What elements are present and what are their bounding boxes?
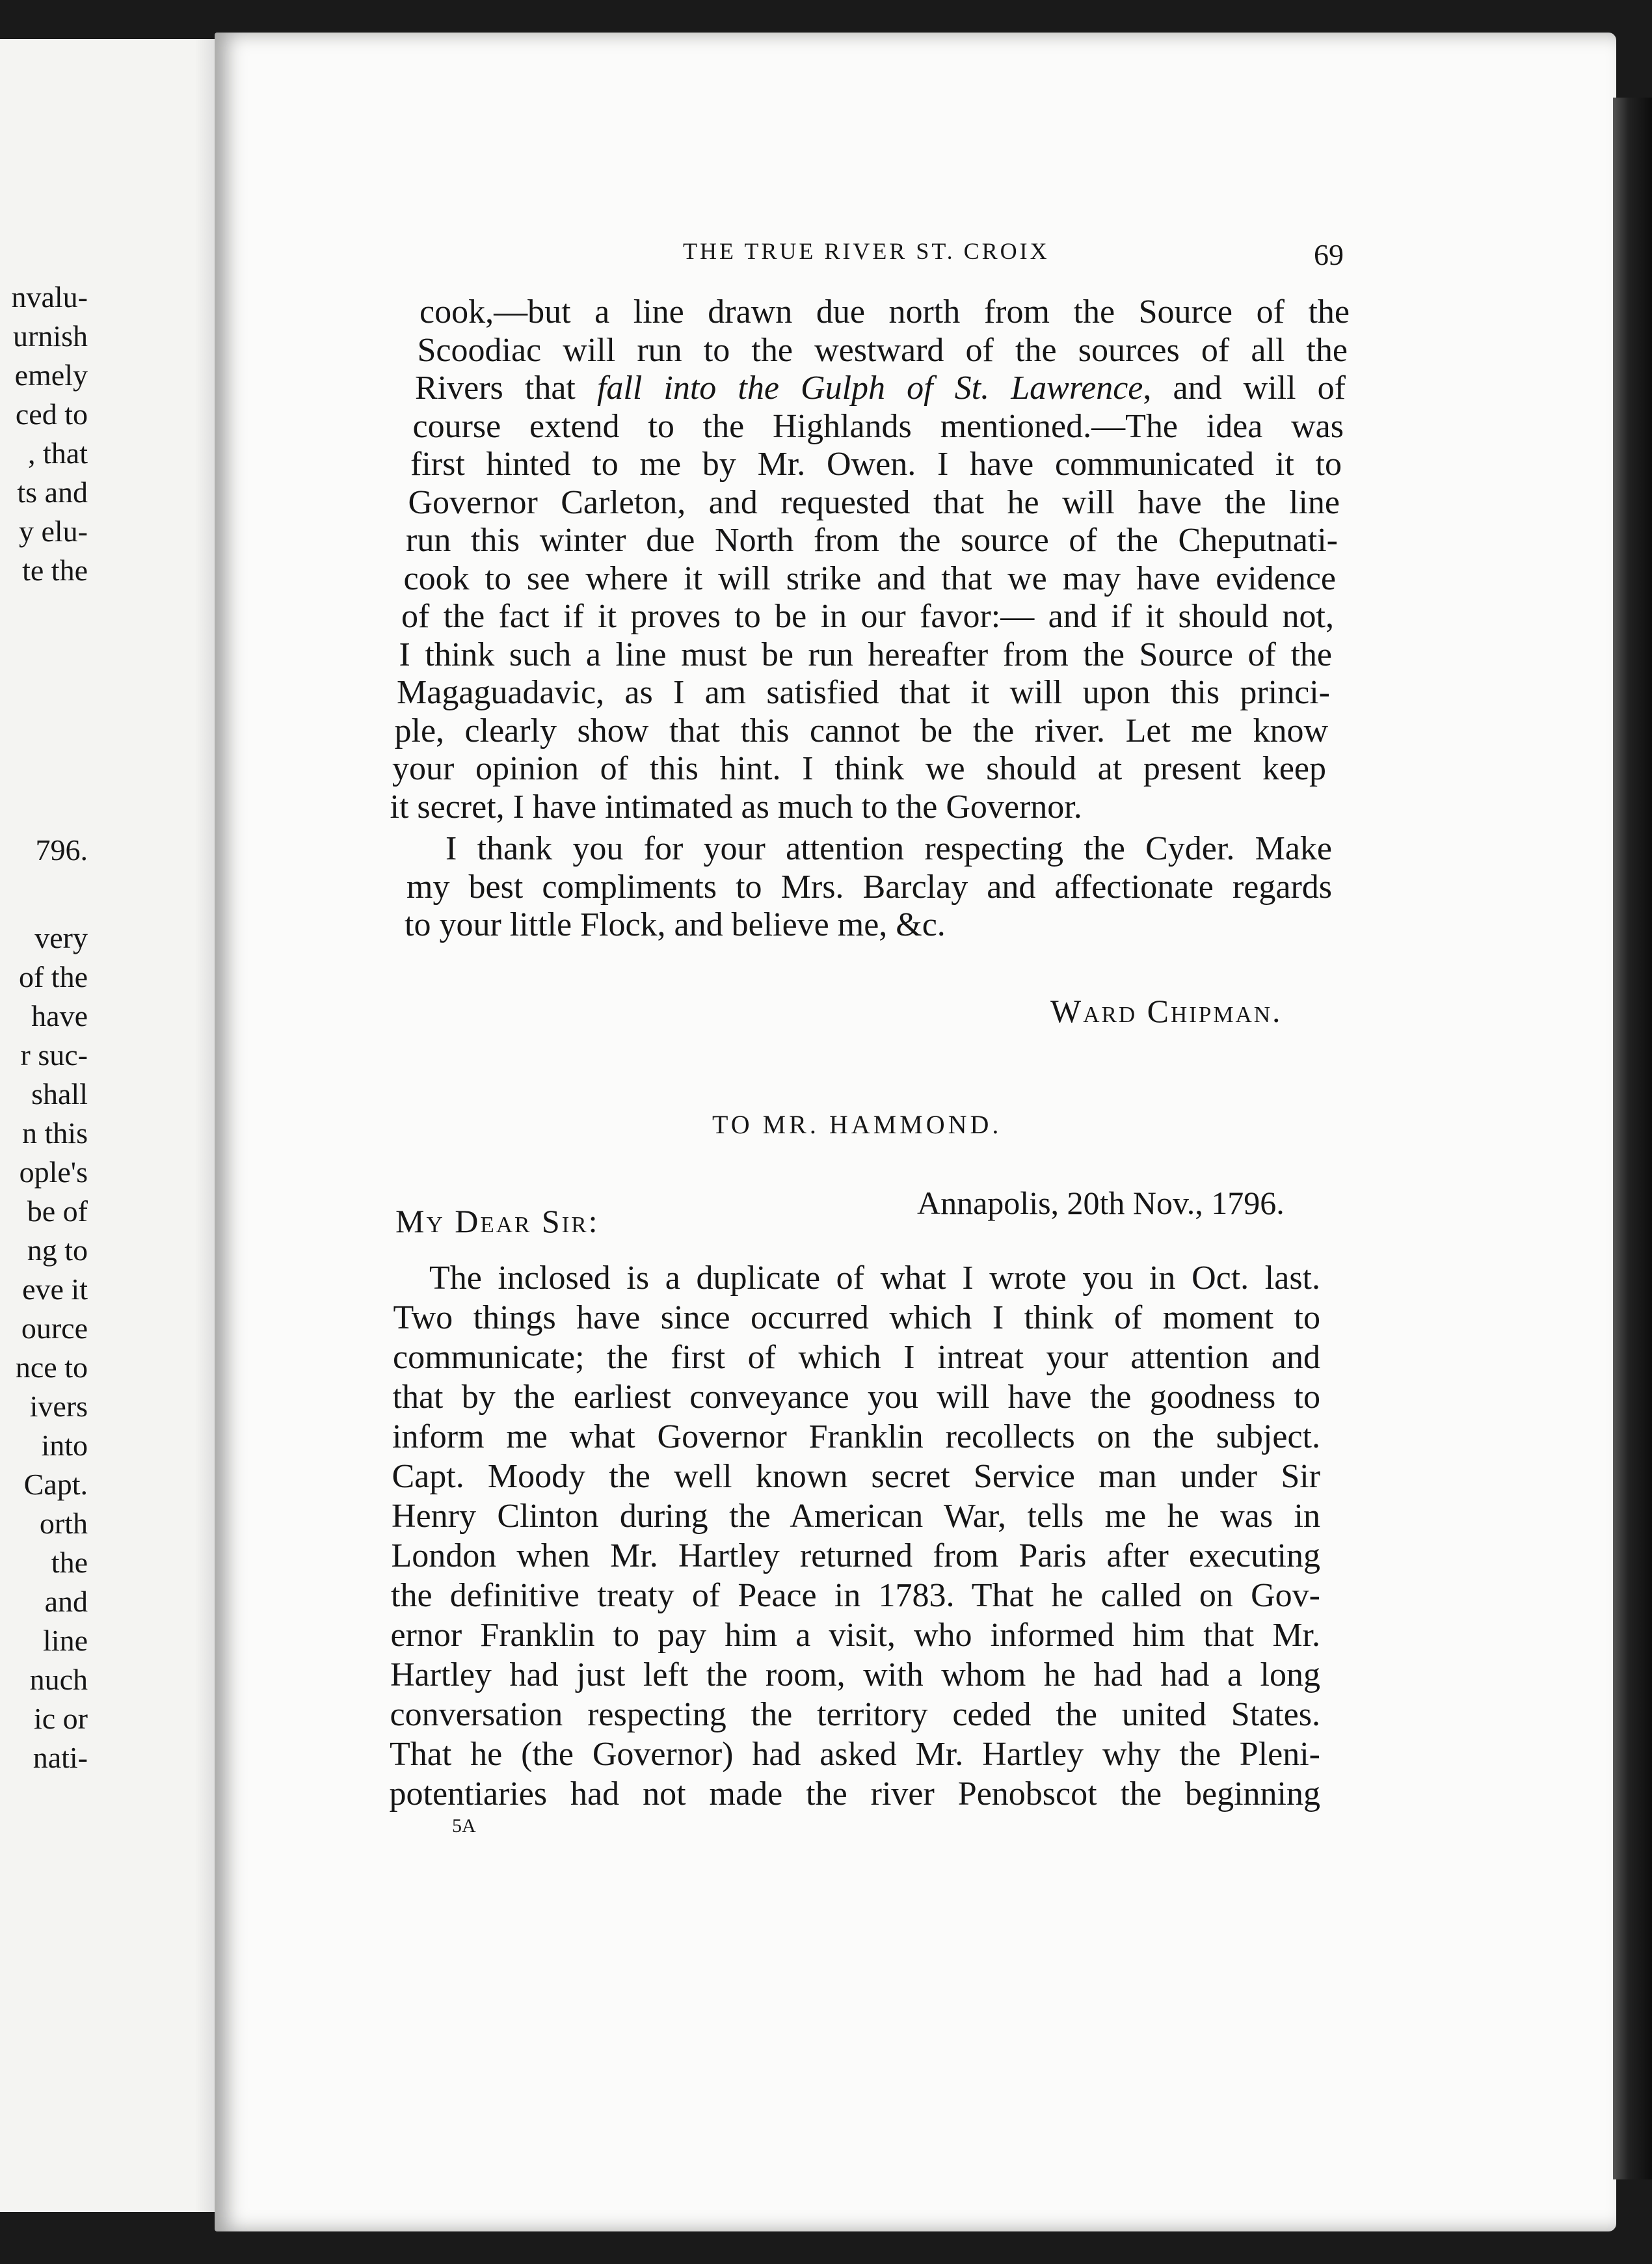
body-line: Henry Clinton during the American War, tells me he was in xyxy=(392,1498,1320,1535)
body-line xyxy=(399,636,1333,674)
italic-phrase: fall into the Gulph of St. Lawrence xyxy=(596,370,1143,407)
line-text: my best compliments to Mrs. Barclay and affectionate regards xyxy=(406,868,1332,906)
letter-dateline: Annapolis, 20th Nov., 1796. xyxy=(917,1185,1285,1221)
body-line: London when Mr. Hartley returned from Paris after executing xyxy=(391,1537,1320,1574)
left-page-line: eve it xyxy=(22,1273,88,1306)
body-line: Capt. Moody the well known secret Service man under Sir xyxy=(392,1458,1320,1495)
left-page-line: be of xyxy=(27,1194,88,1228)
left-page-line: ced to xyxy=(15,398,88,431)
left-page-line: ng to xyxy=(27,1233,88,1267)
body-line xyxy=(446,829,1332,868)
left-page-line: shall xyxy=(31,1077,88,1111)
body-line: conversation respecting the territory ceded the united States. xyxy=(390,1696,1320,1733)
line-text: course extend to the Highlands mentioned.—The idea was xyxy=(412,407,1344,445)
left-page-line: 796. xyxy=(35,833,88,867)
line-text: ple, clearly show that this cannot be the river. Let me know xyxy=(394,712,1328,749)
line-text: Scoodiac will run to the westward of the sources of all the xyxy=(417,331,1348,369)
left-page-line: n this xyxy=(22,1116,88,1150)
line-text: to your little Flock, and believe me, &c. xyxy=(405,906,946,943)
left-page-line: of the xyxy=(18,960,88,993)
printer-signature-mark: 5A xyxy=(452,1815,476,1837)
letter-salutation: My Dear Sir: xyxy=(395,1203,600,1239)
running-header: THE TRUE RIVER ST. CROIX xyxy=(683,238,1050,264)
line-text: Rivers that xyxy=(415,370,597,407)
left-page-line: y elu- xyxy=(18,515,88,548)
left-page-line: emely xyxy=(14,358,88,392)
body-line xyxy=(401,597,1334,636)
body-line: The inclosed is a duplicate of what I wrote you in Oct. last. xyxy=(429,1260,1320,1297)
body-line xyxy=(395,712,1329,750)
left-page-line: te the xyxy=(22,554,88,587)
left-page-line: and xyxy=(44,1585,88,1618)
body-line xyxy=(404,559,1337,598)
line-text: cook to see where it will strike and that we may have evidence xyxy=(403,559,1336,597)
left-page-line: line xyxy=(43,1624,88,1657)
left-page-line: into xyxy=(41,1429,88,1462)
body-line xyxy=(418,331,1348,370)
letter-heading: TO MR. HAMMOND. xyxy=(712,1110,1002,1139)
line-text: Magaguadavic, as I am satisfied that it will upon this princi- xyxy=(397,674,1330,711)
left-page-line: the xyxy=(51,1546,88,1579)
left-page-line: Capt. xyxy=(23,1468,88,1501)
left-page-line: urnish xyxy=(13,319,88,353)
page-number: 69 xyxy=(1314,238,1344,271)
left-page-line: nuch xyxy=(29,1663,88,1696)
signature-ward-chipman: Ward Chipman. xyxy=(1050,993,1283,1029)
line-text: I thank you for your attention respecting the Cyder. Make xyxy=(446,830,1332,867)
left-page-line: nati- xyxy=(33,1741,88,1774)
body-line xyxy=(410,445,1342,483)
left-page-line: have xyxy=(31,999,88,1032)
left-page-line: nvalu- xyxy=(11,280,88,314)
body-line: Hartley had just left the room, with whom he had had a long xyxy=(390,1656,1320,1693)
body-line xyxy=(413,407,1344,446)
left-page-line: ts and xyxy=(17,476,88,509)
body-line xyxy=(405,906,1172,944)
line-text: cook,—but a line drawn due north from the Source of the xyxy=(420,293,1350,330)
body-line xyxy=(415,369,1346,407)
body-line: the definitive treaty of Peace in 1783. That he called on Gov- xyxy=(391,1577,1320,1614)
line-text: it secret, I have intimated as much to the Governor. xyxy=(390,788,1082,826)
body-line xyxy=(390,788,1216,826)
left-page-line: nce to xyxy=(15,1351,88,1384)
left-page-line: , that xyxy=(28,437,88,470)
body-line: communicate; the first of which I intreat your attention and xyxy=(393,1339,1320,1376)
line-text: I think such a line must be run hereafter from the Source of the xyxy=(399,636,1332,673)
body-line: inform me what Governor Franklin recollects on the subject. xyxy=(392,1418,1320,1455)
line-text: your opinion of this hint. I think we should at present keep xyxy=(392,750,1326,787)
line-text: , and will of xyxy=(1143,370,1346,407)
body-line: that by the earliest conveyance you will have the goodness to xyxy=(392,1379,1320,1416)
left-page-line: ivers xyxy=(29,1390,88,1423)
body-line: That he (the Governor) had asked Mr. Hartley why the Pleni- xyxy=(390,1736,1320,1773)
page-edge-shadow xyxy=(1613,98,1652,2179)
left-page-line: r suc- xyxy=(20,1038,88,1071)
body-line xyxy=(406,868,1332,906)
line-text: run this winter due North from the source of the Cheputnati- xyxy=(406,522,1338,559)
body-line: potentiaries had not made the river Penobscot the beginning xyxy=(389,1775,1320,1813)
left-page-line: ource xyxy=(21,1312,88,1345)
line-text: of the fact if it proves to be in our favor:— and if it should not, xyxy=(401,598,1334,635)
body-line xyxy=(397,673,1330,712)
line-text: Governor Carleton, and requested that he will have the line xyxy=(408,483,1340,521)
left-page-line: ic or xyxy=(33,1702,88,1735)
line-text: first hinted to me by Mr. Owen. I have communicated it to xyxy=(410,446,1342,483)
body-line xyxy=(392,749,1326,788)
body-line xyxy=(420,293,1350,331)
body-line xyxy=(408,483,1340,522)
body-line xyxy=(406,521,1338,559)
left-page-line: ople's xyxy=(19,1155,88,1189)
body-line: Two things have since occurred which I think of moment to xyxy=(393,1299,1320,1336)
left-page-line: very xyxy=(34,921,88,954)
left-page-line: orth xyxy=(39,1507,88,1540)
body-line: ernor Franklin to pay him a visit, who informed him that Mr. xyxy=(390,1617,1320,1654)
